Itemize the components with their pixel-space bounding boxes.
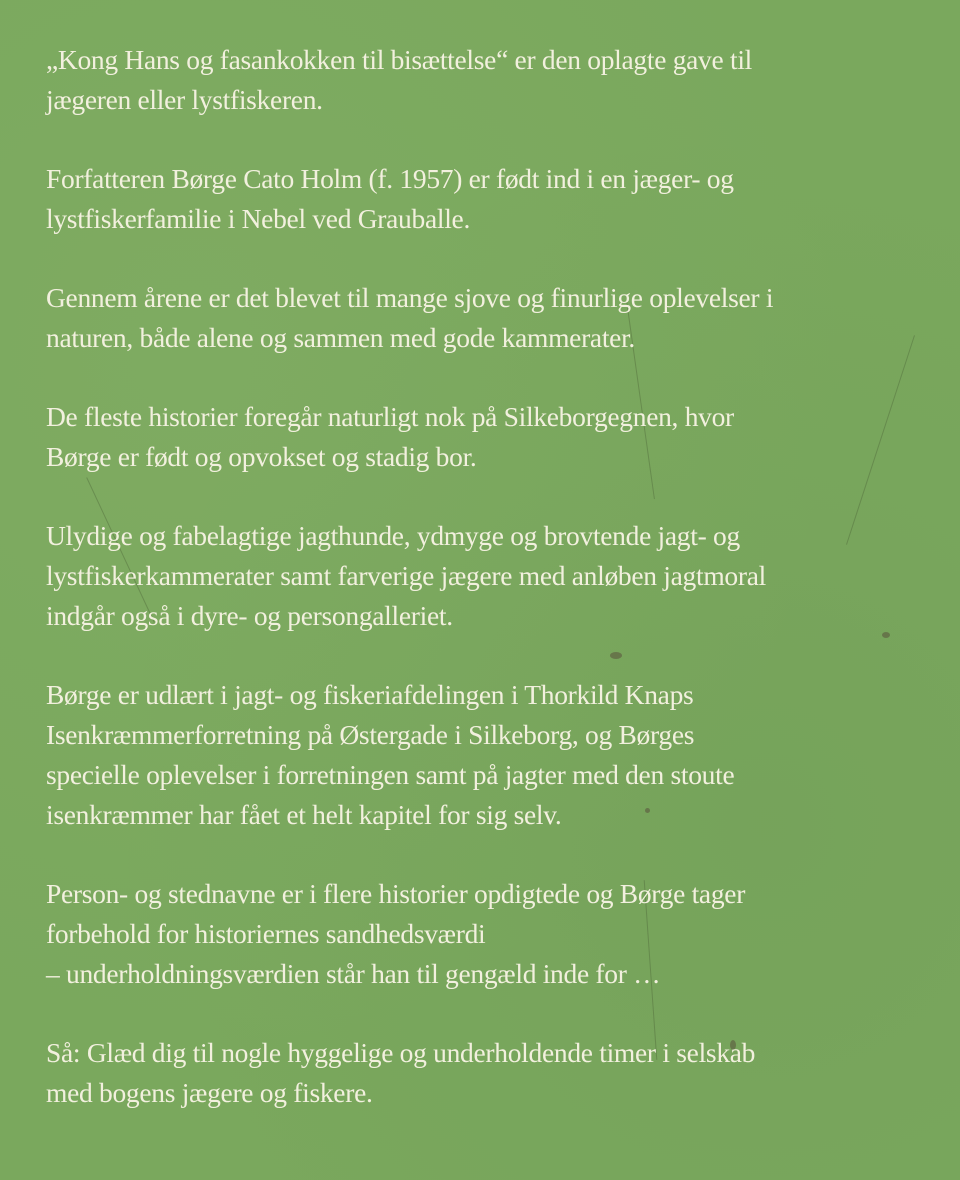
paragraph-disclaimer (46, 874, 936, 994)
text-line: Gennem årene er det blevet til mange sjove og finurlige oplevelser i (46, 282, 774, 313)
text-line: Børge er født og opvokset og stadig bor. (46, 441, 477, 472)
text-line: Så: Glæd dig til nogle hyggelige og underholdende timer i selskab (46, 1037, 756, 1068)
text-line: Isenkræmmerforretning på Østergade i Silkeborg, og Børges (46, 719, 695, 750)
paragraph-intro (46, 40, 936, 120)
text-line: naturen, både alene og sammen med gode kammerater. (46, 322, 635, 353)
text-line: Børge er udlært i jagt- og fiskeriafdelingen i Thorkild Knaps (46, 679, 694, 710)
text-line: De fleste historier foregår naturligt nok på Silkeborgegnen, hvor (46, 401, 734, 432)
text-line: Ulydige og fabelagtige jagthunde, ydmyge og brovtende jagt- og (46, 520, 740, 551)
text-line: Person- og stednavne er i flere historier opdigtede og Børge tager (46, 878, 746, 909)
text-line: – underholdningsværdien står han til gengæld inde for … (46, 958, 661, 989)
text-line: indgår også i dyre- og persongalleriet. (46, 600, 453, 631)
text-line: specielle oplevelser i forretningen samt på jagter med den stoute (46, 759, 735, 790)
blurb-text (46, 40, 936, 1152)
text-line: isenkræmmer har fået et helt kapitel for sig selv. (46, 799, 562, 830)
paragraph-setting (46, 397, 936, 477)
text-line: med bogens jægere og fiskere. (46, 1077, 373, 1108)
paragraph-characters (46, 516, 936, 636)
paragraph-author (46, 159, 936, 239)
paragraph-closing (46, 1033, 936, 1113)
text-line: Forfatteren Børge Cato Holm (f. 1957) er født ind i en jæger- og (46, 163, 734, 194)
text-line: lystfiskerfamilie i Nebel ved Grauballe. (46, 203, 471, 234)
text-line: forbehold for historiernes sandhedsværdi (46, 918, 486, 949)
paragraph-apprenticeship (46, 675, 936, 835)
text-line: jægeren eller lystfiskeren. (46, 84, 323, 115)
text-line: „Kong Hans og fasankokken til bisættelse“ er den oplagte gave til (46, 44, 753, 75)
text-line: lystfiskerkammerater samt farverige jægere med anløben jagtmoral (46, 560, 766, 591)
paragraph-experiences (46, 278, 936, 358)
